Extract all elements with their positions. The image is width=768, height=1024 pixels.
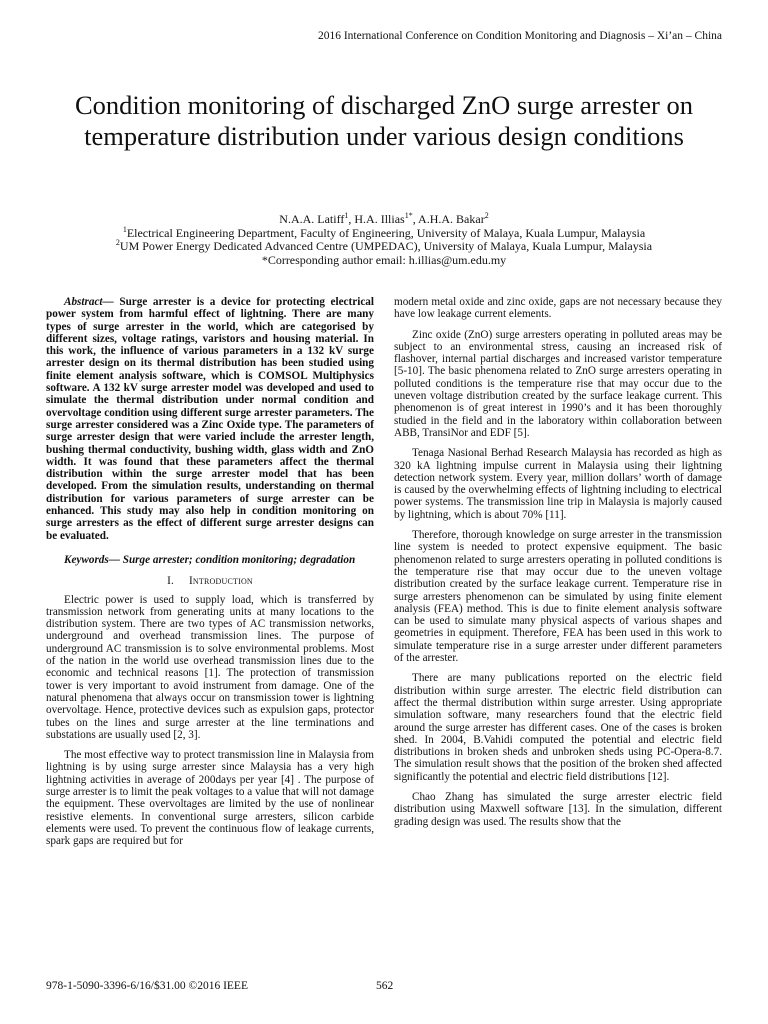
intro-paragraph-2: The most effective way to protect transmission line in Malaysia from lightning is by using surge arrester since Malaysia has a very high lightning activities in average of 200days per year [4] . The purpose of surge arrester is to limit the peak voltages to a value that will not damage the equipment. These overvoltages are limited by the use of nonlinear resistive elements. In conventional surge arresters, silicon carbide elements were used. To prevent the continuous flow of leakage currents, spark gaps are required but for xyxy=(46,749,374,848)
paper-title: Condition monitoring of discharged ZnO surge arrester on temperature distribution under various design conditions xyxy=(75,90,693,151)
abstract xyxy=(46,296,374,542)
section-title: Introduction xyxy=(189,575,253,588)
abstract-text: Surge arrester is a device for protecting electrical power system from harmful effect of lightning. There are many types of surge arrester in the world, which are categorised by different sizes, voltage ratings, varistors and housing material. In this work, the influence of various parameters in a 132 kV surge arrester design on its thermal distribution has been studied using finite element analysis software, which is COMSOL Multiphysics software. A 132 kV surge arrester model was developed and used to simulate the thermal distribution under normal condition and overvoltage condition using different surge arrester parameters. The surge arrester considered was a Zinc Oxide type. The parameters of surge arrester design that were varied include the arrester length, bushing thermal conductivity, bushing width, glass width and ZnO width. It was found that these parameters affect the thermal distribution within the surge arrester model that has been developed. From the simulation results, understanding on thermal distribution for various parameters of surge arrester can be enhanced. This study may also help in condition monitoring on surge arresters as the effect of different surge arrester designs can be evaluated. xyxy=(46,296,374,542)
footer-page-number: 562 xyxy=(376,980,394,992)
author-3: , A.H.A. Bakar xyxy=(412,212,485,226)
conference-header: 2016 International Conference on Condition Monitoring and Diagnosis – Xi’an – China xyxy=(317,30,722,42)
author-block xyxy=(40,213,728,267)
author-2-affil: 1* xyxy=(404,211,413,220)
right-paragraph-2: Tenaga Nasional Berhad Research Malaysia has recorded as high as 320 kA lightning impulse current in Malaysia using their lightning detection network system. Every year, million dollars’ worth of damage is caused by the overwhelming effects of lightning including to electrical power systems. The transmission line trip in Malaysia is majorly caused by lightning, which is about 70% [11]. xyxy=(394,447,722,521)
author-1: N.A.A. Latiff xyxy=(279,212,345,226)
affiliation-1 xyxy=(40,224,728,241)
author-2: , H.A. Illias xyxy=(348,212,405,226)
right-column xyxy=(394,296,722,836)
right-paragraph-5: Chao Zhang has simulated the surge arrester electric field distribution using Maxwell software [13]. In the simulation, different grading design was used. The results show that the xyxy=(394,790,722,828)
author-1-affil: 1 xyxy=(344,211,349,220)
section-number: I. xyxy=(167,575,175,588)
intro-paragraph-1: Electric power is used to supply load, which is transferred by transmission network from generating units at many locations to the distribution system. There are two types of AC transmission networks, underground and overhead transmission lines. The purpose of underground AC transmission is to solve environmental problems. Most of the nation in the world use overhead transmission lines due to the economic and technical reasons [1]. The protection of transmission tower is very important to avoid instrument from damage. One of the natural phenomena that always occur on transmission tower is lightning overvoltage. Hence, protective devices such as expulsion gaps, protector tubes on the lines and surge arrester at the line terminations and substations are usually used [2, 3]. xyxy=(46,593,374,741)
affiliation-2-text: UM Power Energy Dedicated Advanced Centre (UMPEDAC), University of Malaya, Kuala Lumpur, Malaysia xyxy=(119,239,653,253)
affiliation-2-marker: 2 xyxy=(115,238,120,247)
author-3-affil: 2 xyxy=(484,211,489,220)
right-paragraph-1: Zinc oxide (ZnO) surge arresters operating in polluted areas may be subject to an environmental stress, causing an increased risk of flashover, internal partial discharges and increased varistor temperature [5-10]. The basic phenomena related to ZnO surge arresters operating in polluted conditions is the temperature rise that may occur due to the uneven voltage distribution created by the surface leakage current. This phenomenon is of great interest in 1990’s and it has been thoroughly studied in the field and in the laboratory within collaboration between ABB, TransiNor and EDF [5]. xyxy=(394,328,722,439)
abstract-lead: Abstract— xyxy=(64,296,114,308)
left-column xyxy=(46,296,374,855)
corresponding-author: *Corresponding author email: h.illias@um.edu.my xyxy=(261,252,507,267)
keywords: Keywords— Surge arrester; condition monitoring; degradation xyxy=(64,553,356,566)
footer-isbn: 978-1-5090-3396-6/16/$31.00 ©2016 IEEE xyxy=(46,980,248,992)
author-names xyxy=(40,213,728,227)
affiliation-1-text: Electrical Engineering Department, Faculty of Engineering, University of Malaya, Kuala Lumpur, Malaysia xyxy=(126,225,646,240)
affiliation-2 xyxy=(40,240,728,254)
right-paragraph-4: There are many publications reported on the electric field distribution within surge arrester. The electric field distribution can affect the thermal distribution within surge arrester. Using appropriate simulation software, many researchers found that the electric field around the surge arrester has different cases. One of the cases is broken shed. In 2004, B.Vahidi computed the potential and electric field distributions in broken sheds and unbroken sheds using PC-Opera-8.7. The simulation result shows that the position of the broken shed affected significantly the potential and electric field distributions [12]. xyxy=(394,672,722,783)
affiliation-1-marker: 1 xyxy=(122,224,127,234)
right-paragraph-3: Therefore, thorough knowledge on surge arrester in the transmission line system is needed to protect expensive equipment. The basic phenomenon related to surge arresters operating in polluted conditions is the temperature rise that may occur due to the uneven voltage distribution created by the surface leakage current. Temperature rise in surge arresters phenomenon can be simulated by using finite element analysis (FEA) method. This is due to finite element analysis software can be used to simulate many physical aspects of various shapes and geometries in equipment. Therefore, FEA has been used in this work to simulate temperature rise in a surge arrester under different parameters of the arrester. xyxy=(394,529,722,665)
right-paragraph-0: modern metal oxide and zinc oxide, gaps are not necessary because they have low leakage current elements. xyxy=(394,296,722,321)
section-heading-introduction xyxy=(46,575,374,587)
